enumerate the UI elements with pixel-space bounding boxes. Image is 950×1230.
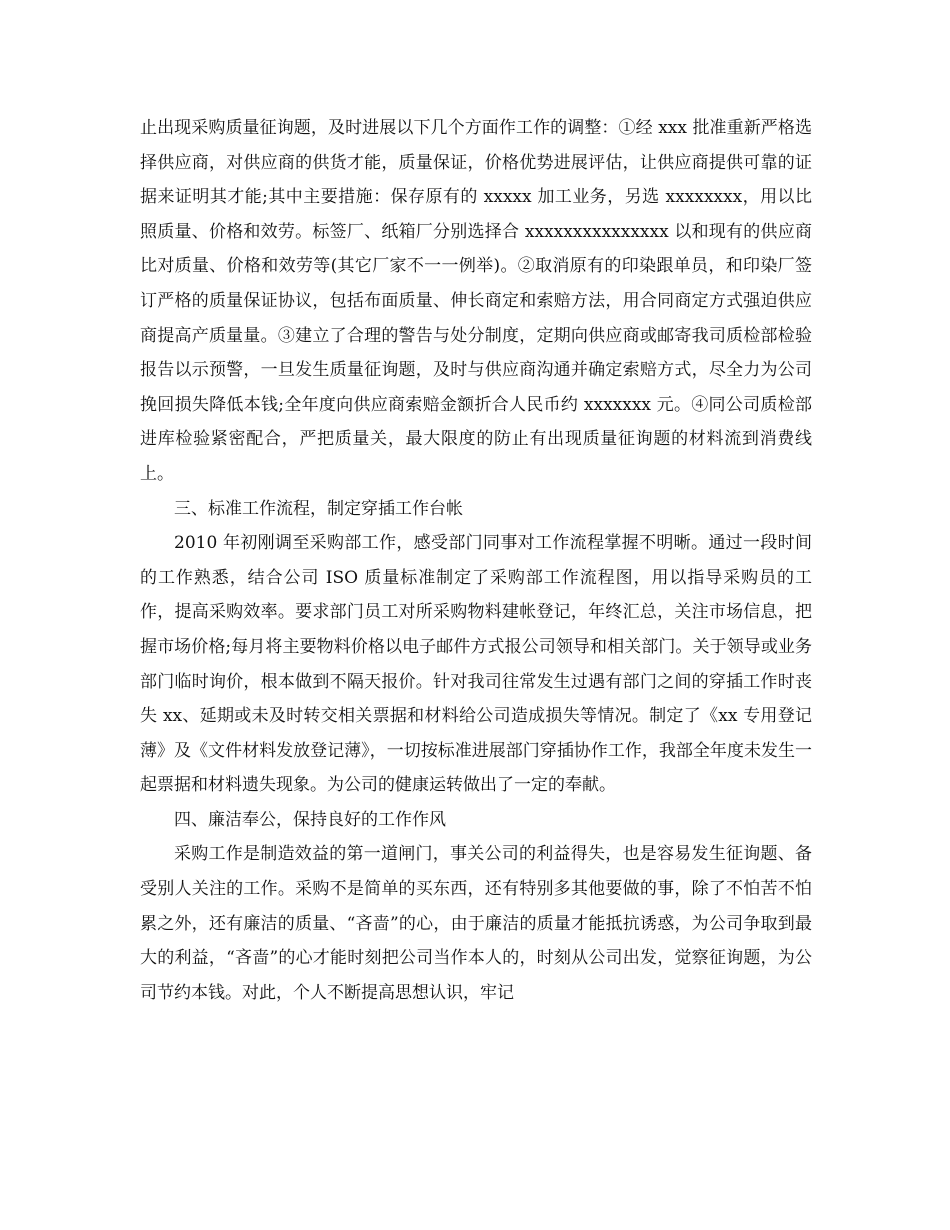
paragraph-integrity: 采购工作是制造效益的第一道闸门，事关公司的利益得失，也是容易发生征询题、备受别人关注的工作。采购不是简单的买东西，还有特别多其他要做的事，除了不怕苦不怕累之外，还有廉洁的质量、“吝啬”的心，由于廉洁的质量才能抵抗诱惑，为公司争取到最大的利益，“吝啬”的心才能时刻把公司当作本人的，时刻从公司出发，觉察征询题，为公司节约本钱。对此，个人不断提高思想认识，牢记 — [140, 844, 812, 1003]
section-heading-integrity: 四、廉洁奉公，保持良好的工作作风 — [174, 809, 446, 830]
section-heading-workflow: 三、标准工作流程，制定穿插工作台帐 — [174, 498, 463, 519]
paragraph-workflow: 2010 年初刚调至采购部工作，感受部门同事对工作流程掌握不明晰。通过一段时间的工作熟悉，结合公司 ISO 质量标准制定了采购部工作流程图，用以指导采购员的工作，提高采购效率。要求部门员工对所采购物料建帐登记，年终汇总，关注市场信息，把握市场价格;每月将主要物料价格以电子邮件方式报公司领导和相关部门。关于领导或业务部门临时询价，根本做到不隔天报价。针对我司往常发生过遇有部门之间的穿插工作时丧失 xx、延期或未及时转交相关票据和材料给公司造成损失等情况。制定了《xx 专用登记薄》及《文件材料发放登记薄》，一切按标准进展部门穿插协作工作，我部全年度未发生一起票据和材料遗失现象。为公司的健康运转做出了一定的奉献。 — [140, 533, 812, 796]
paragraph-quality-measures: 止出现采购质量征询题，及时进展以下几个方面作工作的调整：①经 xxx 批准重新严格选择供应商，对供应商的供货才能，质量保证，价格优势进展评估，让供应商提供可靠的证据来证明其才能;其中主要措施：保存原有的 xxxxx 加工业务，另选 xxxxxxxx，用以比照质量、价格和效劳。标签厂、纸箱厂分别选择合 xxxxxxxxxxxxxxx 以和现有的供应商比对质量、价格和效劳等(其它厂家不一一例举)。②取消原有的印染跟单员，和印染厂签订严格的质量保证协议，包括布面质量、伸长商定和索赔方法，用合同商定方式强迫供应商提高产质量量。③建立了合理的警告与处分制度，定期向供应商或邮寄我司质检部检验报告以示预警，一旦发生质量征询题，及时与供应商沟通并确定索赔方式，尽全力为公司挽回损失降低本钱;全年度向供应商索赔金额折合人民币约 xxxxxxx 元。④同公司质检部进库检验紧密配合，严把质量关，最大限度的防止有出现质量征询题的材料流到消费线上。 — [140, 118, 812, 484]
document-body — [140, 111, 812, 1010]
